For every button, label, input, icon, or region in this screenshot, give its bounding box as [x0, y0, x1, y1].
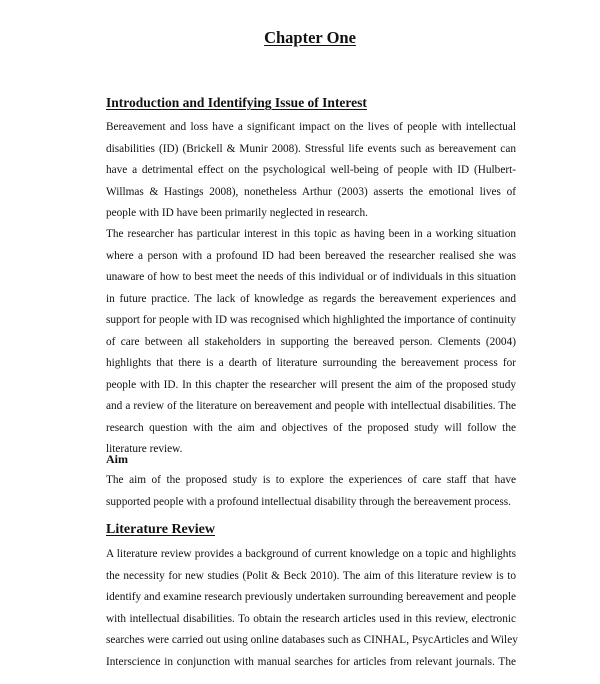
text-line: research question with the aim and objectives of the proposed study will follow the — [106, 421, 516, 434]
text-line: with intellectual disabilities. To obtain the research articles used in this review, electronic — [106, 612, 516, 625]
section-heading-introduction: Introduction and Identifying Issue of Interest — [106, 95, 367, 110]
text-line: Willmas & Hastings 2008), nonetheless Arthur (2003) asserts the emotional lives of — [106, 185, 516, 198]
text-line: disabilities (ID) (Brickell & Munir 2008). Stressful life events such as bereavement can — [106, 142, 516, 155]
text-line: The researcher has particular interest in this topic as having been in a working situation — [106, 228, 516, 240]
text-line: identify and examine research previously undertaken surrounding bereavement and people — [106, 591, 516, 603]
text-line: Interscience in conjunction with manual searches for articles from relevant journals. The — [106, 655, 516, 668]
text-line: unaware of how to best meet the needs of this individual or of individuals in this situation — [106, 271, 516, 283]
text-line: literature review. — [106, 443, 183, 455]
text-line: supported people with a profound intellectual disability through the bereavement process. — [106, 495, 512, 508]
text-line: Bereavement and loss have a significant impact on the lives of people with intellectual — [106, 121, 516, 133]
section-heading-aim: Aim — [106, 452, 128, 466]
text-line: have a detrimental effect on the psychological well-being of people with ID (Hulbert- — [106, 164, 516, 176]
text-line: searches were carried out using online databases such as CINHAL, PsycArticles and Wiley — [106, 634, 518, 646]
text-line: highlights that there is a dearth of literature surrounding the bereavement process for — [106, 357, 516, 369]
text-line: people with ID have been primarily neglected in research. — [106, 207, 368, 219]
paragraph-literature-review — [106, 544, 516, 673]
paragraph-researcher-interest — [106, 224, 516, 461]
text-line: in future practice. The lack of knowledge as regards the bereavement experiences and — [106, 292, 516, 305]
text-line: the necessity for new studies (Polit & Beck 2010). The aim of this literature review is to — [106, 569, 516, 582]
text-line: of care between all stakeholders in supporting the bereaved person. Clements (2004) — [106, 335, 516, 348]
text-line: where a person with a profound ID had been bereaved the researcher realised she was — [106, 249, 516, 262]
paragraph-bereavement-intro — [106, 117, 516, 225]
section-heading-literature-review: Literature Review — [106, 522, 215, 537]
text-line: The aim of the proposed study is to explore the experiences of care staff that have — [106, 474, 516, 486]
paragraph-aim — [106, 470, 516, 513]
text-line: support for people with ID was recognised which highlighted the importance of continuity — [106, 314, 516, 326]
text-line: and a review of the literature on bereavement and people with intellectual disabilities. The — [106, 400, 516, 412]
text-line: people with ID. In this chapter the researcher will present the aim of the proposed study — [106, 378, 516, 391]
text-line: A literature review provides a background of current knowledge on a topic and highlights — [106, 548, 516, 560]
chapter-title: Chapter One — [264, 28, 356, 47]
